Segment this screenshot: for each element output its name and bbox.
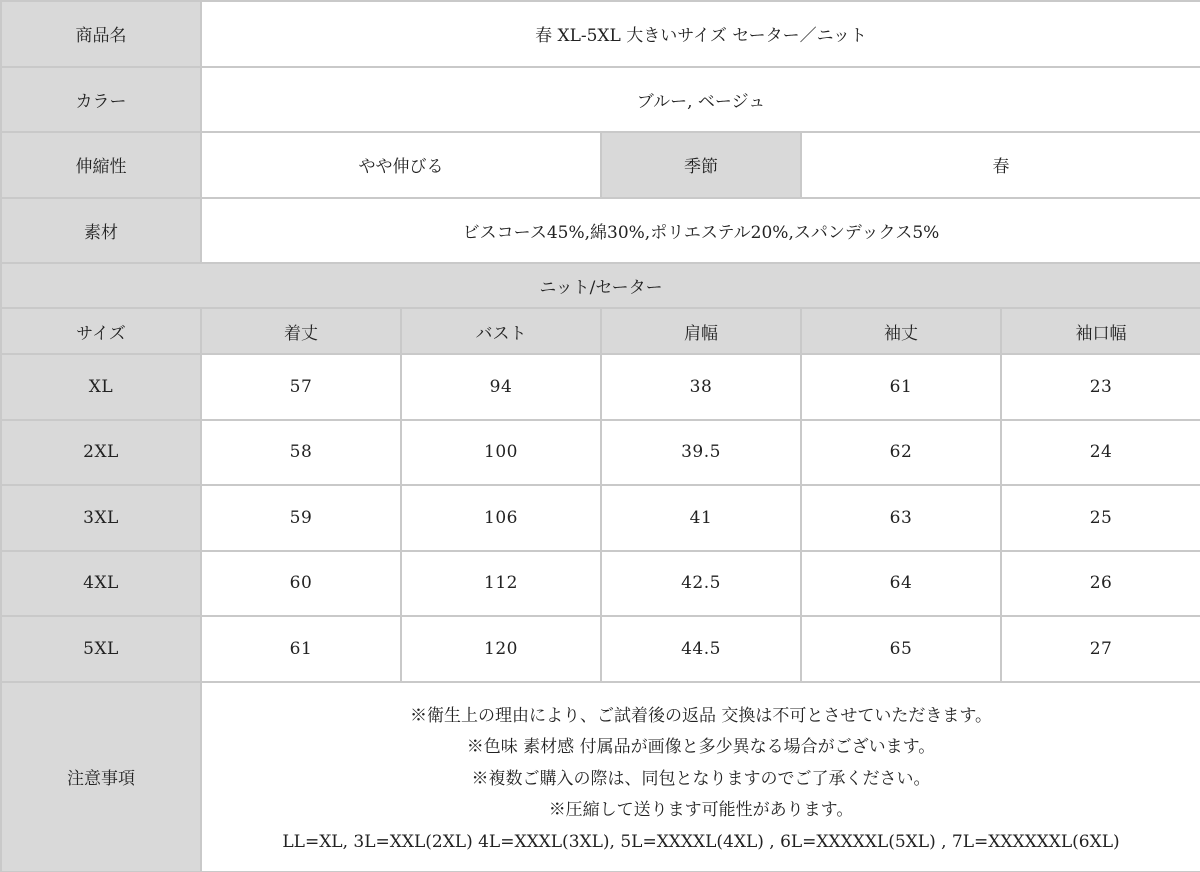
size-section-title: ニット/セーター <box>1 263 1200 308</box>
size-header-size: サイズ <box>1 308 201 354</box>
size-cell: XL <box>1 354 201 420</box>
cuff-cell: 23 <box>1001 354 1200 420</box>
material-label: 素材 <box>1 198 201 264</box>
product-name-row <box>1 1 1200 67</box>
size-header-cuff: 袖口幅 <box>1001 308 1200 354</box>
material-row <box>1 198 1200 264</box>
sleeve-cell: 62 <box>801 420 1001 486</box>
size-header-row <box>1 308 1200 354</box>
size-conversion-line: LL=XL, 3L=XXL(2XL) 4L=XXXL(3XL), 5L=XXXXL(4XL) , 6L=XXXXXL(5XL) , 7L=XXXXXXL(6XL) <box>282 831 1120 852</box>
season-value: 春 <box>801 132 1200 198</box>
size-header-length: 着丈 <box>201 308 401 354</box>
table-row <box>1 485 1200 551</box>
size-header-sleeve: 袖丈 <box>801 308 1001 354</box>
note-line: ※複数ご購入の際は、同包となりますのでご了承ください。 <box>471 768 931 789</box>
stretch-label: 伸縮性 <box>1 132 201 198</box>
shoulder-cell: 44.5 <box>601 616 801 682</box>
sleeve-cell: 61 <box>801 354 1001 420</box>
season-label: 季節 <box>601 132 801 198</box>
product-name-label: 商品名 <box>1 1 201 67</box>
size-cell: 4XL <box>1 551 201 617</box>
material-value: ビスコース45%,綿30%,ポリエステル20%,スパンデックス5% <box>201 198 1200 264</box>
shoulder-cell: 39.5 <box>601 420 801 486</box>
stretch-season-row <box>1 132 1200 198</box>
size-cell: 5XL <box>1 616 201 682</box>
shoulder-cell: 41 <box>601 485 801 551</box>
sleeve-cell: 65 <box>801 616 1001 682</box>
size-section-row <box>1 263 1200 308</box>
size-header-bust: バスト <box>401 308 601 354</box>
stretch-value: やや伸びる <box>201 132 601 198</box>
sleeve-cell: 64 <box>801 551 1001 617</box>
cuff-cell: 26 <box>1001 551 1200 617</box>
length-cell: 59 <box>201 485 401 551</box>
color-row <box>1 67 1200 133</box>
bust-cell: 120 <box>401 616 601 682</box>
cuff-cell: 24 <box>1001 420 1200 486</box>
color-label: カラー <box>1 67 201 133</box>
length-cell: 60 <box>201 551 401 617</box>
length-cell: 58 <box>201 420 401 486</box>
color-value: ブルー, ベージュ <box>201 67 1200 133</box>
cuff-cell: 27 <box>1001 616 1200 682</box>
note-line: ※色味 素材感 付属品が画像と多少異なる場合がございます。 <box>466 737 936 758</box>
notes-content <box>201 682 1200 872</box>
length-cell: 57 <box>201 354 401 420</box>
product-name-value: 春 XL-5XL 大きいサイズ セーター／ニット <box>201 1 1200 67</box>
shoulder-cell: 42.5 <box>601 551 801 617</box>
shoulder-cell: 38 <box>601 354 801 420</box>
note-line: ※圧縮して送ります可能性があります。 <box>548 800 854 821</box>
table-row <box>1 616 1200 682</box>
size-cell: 2XL <box>1 420 201 486</box>
sleeve-cell: 63 <box>801 485 1001 551</box>
bust-cell: 106 <box>401 485 601 551</box>
size-header-shoulder: 肩幅 <box>601 308 801 354</box>
bust-cell: 94 <box>401 354 601 420</box>
length-cell: 61 <box>201 616 401 682</box>
table-row <box>1 551 1200 617</box>
table-row <box>1 354 1200 420</box>
table-row <box>1 420 1200 486</box>
note-line: ※衛生上の理由により、ご試着後の返品 交換は不可とさせていただきます。 <box>409 705 993 726</box>
bust-cell: 100 <box>401 420 601 486</box>
cuff-cell: 25 <box>1001 485 1200 551</box>
size-cell: 3XL <box>1 485 201 551</box>
notes-row <box>1 682 1200 872</box>
notes-label: 注意事項 <box>1 682 201 872</box>
bust-cell: 112 <box>401 551 601 617</box>
